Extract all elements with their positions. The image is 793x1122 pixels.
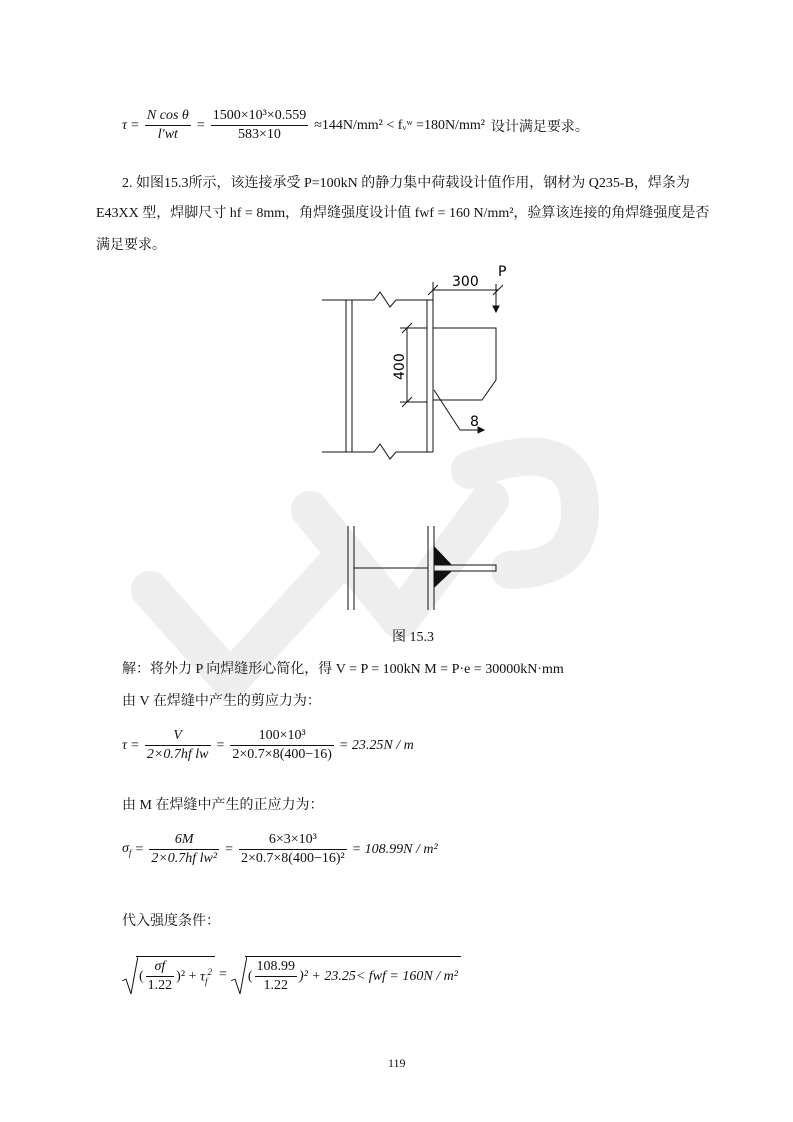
problem-line-1: 2. 如图15.3所示，该连接承受 P=100kN 的静力集中荷载设计值作用，钢材为 Q235-B，焊条为 (122, 176, 690, 191)
load-p-label: P (498, 264, 507, 280)
equation-tau-1: τ = $\frac{\text{N cos θ}}{l'wt}$ = $\frac{\text{1500×10³×0.559}}{583\times 10}$ ≈144N/mm² < fᵥʷ =180N/mm² 设计满足要求。 (122, 108, 589, 142)
page-number: 119 (388, 1056, 406, 1070)
eq1-result: ≈144N/mm² < fᵥʷ =180N/mm² (314, 117, 485, 133)
equation-strength: ( $\frac{\sigma f}{1.22}$ )² + $\tau_f^2$ = ( $\frac{108.99}{1.22}$ )² + 23.25< fwf = 160N / m² (122, 956, 461, 994)
figure-caption: 图 15.3 (392, 630, 434, 645)
problem-line-3: 满足要求。 (96, 238, 166, 253)
weld-size-label: 8 (470, 414, 479, 430)
figure-elevation (310, 262, 520, 474)
figure-section (340, 524, 505, 614)
problem-line-2: E43XX 型，焊脚尺寸 hf = 8mm，角焊缝强度设计值 fwf = 160 N/mm²，验算该连接的角焊缝强度是否 (96, 206, 710, 221)
fraction-symbolic: $\frac{\text{N cos θ}}{l'wt}$ (146, 108, 189, 142)
fraction-numeric: $\frac{\text{1500×10³×0.559}}{583\times 10}$ (212, 108, 307, 142)
tau-symbol: τ (122, 117, 128, 133)
solution-intro: 解：将外力 P 向焊缝形心简化，得 V = P = 100kN M = P·e = 30000kN·mm (122, 662, 564, 677)
shear-intro: 由 V 在焊缝中产生的剪应力为： (122, 694, 321, 709)
equation-shear: τ = $\frac{V}{\text{2×0.7hf lw}}$ = $\frac{\text{100×10³}}{2\times 0.7\times 8(400-16)}$ = 23.25N / m (122, 728, 414, 762)
dim-300-label: 300 (452, 274, 479, 290)
equation-normal: $\sigma_f$ = $\frac{6M}{\text{2×0.7hf lw²}}$ = $\frac{\text{6×3×10³}}{\text{2×0.7×8(400−16)²}}$ = 108.99N / m² (122, 832, 438, 866)
dim-400-label: 400 (392, 353, 408, 380)
strength-intro: 代入强度条件： (122, 914, 220, 929)
eq1-conclusion: 设计满足要求。 (490, 119, 589, 135)
normal-intro: 由 M 在焊缝中产生的正应力为： (122, 798, 324, 813)
